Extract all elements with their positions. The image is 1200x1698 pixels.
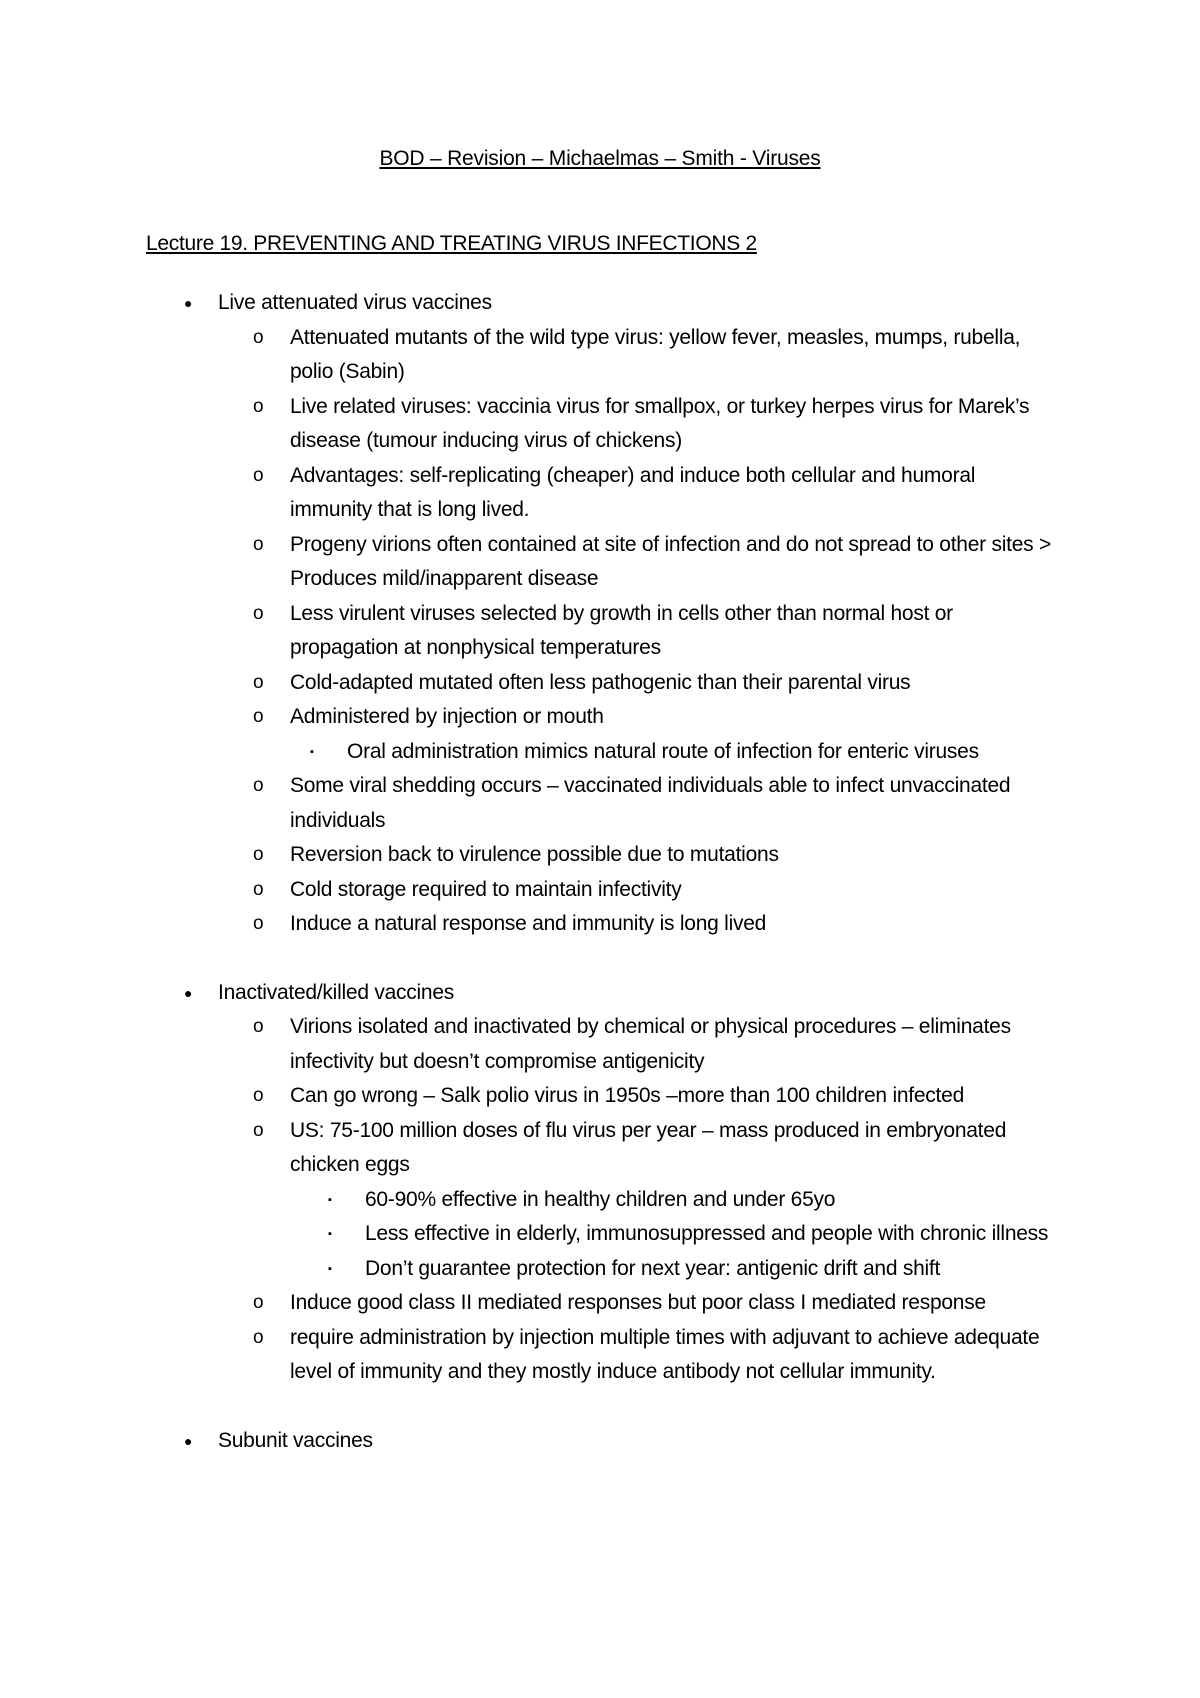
section-inactivated <box>0 976 1200 1390</box>
sub-marker: o <box>253 1326 264 1348</box>
sub-item <box>0 907 1060 942</box>
section-live-attenuated <box>0 286 1200 942</box>
sub-marker: o <box>253 913 264 934</box>
sub-item <box>0 1114 1060 1183</box>
sub-marker: o <box>253 326 264 348</box>
square-bullet-marker: ▪ <box>328 1262 332 1275</box>
sub-marker: o <box>253 1119 264 1141</box>
sub-text: Induce a natural response and immunity is long lived <box>290 912 767 935</box>
sub-item <box>0 1321 1060 1390</box>
sub-text: Advantages: self-replicating (cheaper) and induce both cellular and humoral immunity that is long lived. <box>290 463 976 521</box>
bullet-marker: ● <box>184 295 193 311</box>
bullet-item <box>0 1424 1058 1459</box>
sub-text: Less virulent viruses selected by growth in cells other than normal host or propagation at nonphysical temperatures <box>290 601 953 659</box>
sub-marker: o <box>253 602 264 624</box>
sub-marker: o <box>253 1292 264 1313</box>
subsub-item <box>0 735 1067 770</box>
subsub-item <box>0 1252 1065 1287</box>
sub-item <box>0 597 1060 666</box>
section-subunit <box>0 1424 1200 1459</box>
sub-text: Reversion back to virulence possible due to mutations <box>290 843 779 866</box>
subsub-item <box>0 1217 1065 1252</box>
sub-marker: o <box>253 671 264 693</box>
sub-text: Cold-adapted mutated often less pathogenic than their parental virus <box>290 670 911 694</box>
sub-marker: o <box>253 395 264 417</box>
sub-marker: o <box>253 878 264 900</box>
sub-item <box>0 769 1060 838</box>
sub-text: Virions isolated and inactivated by chemical or physical procedures – eliminates infectivity but doesn’t compromise antigenicity <box>290 1015 1011 1073</box>
notes-content <box>0 286 1200 1492</box>
subsub-text: 60-90% effective in healthy children and under 65yo <box>365 1187 836 1211</box>
bullet-item <box>0 286 1058 321</box>
document-title: BOD – Revision – Michaelmas – Smith - Viruses <box>379 147 821 170</box>
subsub-text: Oral administration mimics natural route of infection for enteric viruses <box>347 739 979 763</box>
sub-text: require administration by injection multiple times with adjuvant to achieve adequate level of immunity and they mostly induce antibody not cellular immunity. <box>290 1325 1040 1383</box>
sub-marker: o <box>253 706 264 727</box>
subsub-item <box>0 1183 1065 1218</box>
sub-item <box>0 666 1060 701</box>
subsub-text: Don’t guarantee protection for next year: antigenic drift and shift <box>365 1256 941 1280</box>
sub-text: US: 75-100 million doses of flu virus per year – mass produced in embryonated chicken eggs <box>290 1118 1007 1176</box>
bullet-text: Inactivated/killed vaccines <box>218 980 455 1004</box>
sub-marker: o <box>253 1085 264 1106</box>
sub-item <box>0 1010 1060 1079</box>
sub-item <box>0 459 1060 528</box>
sub-marker: o <box>253 1016 264 1037</box>
sub-item <box>0 528 1060 597</box>
lecture-heading: Lecture 19. PREVENTING AND TREATING VIRUS INFECTIONS 2 <box>146 232 757 255</box>
bullet-text: Live attenuated virus vaccines <box>218 291 492 314</box>
square-bullet-marker: ▪ <box>310 745 314 758</box>
sub-item <box>0 873 1060 908</box>
sub-text: Administered by injection or mouth <box>290 705 604 728</box>
sub-item <box>0 1286 1060 1321</box>
bullet-item <box>0 976 1058 1011</box>
bullet-marker: ● <box>184 984 193 1001</box>
square-bullet-marker: ▪ <box>328 1193 332 1206</box>
subsub-text: Less effective in elderly, immunosuppressed and people with chronic illness <box>365 1222 1049 1245</box>
sub-item <box>0 1079 1060 1114</box>
sub-marker: o <box>253 775 264 796</box>
sub-text: Some viral shedding occurs – vaccinated individuals able to infect unvaccinated individuals <box>290 774 1011 832</box>
sub-item <box>0 700 1060 735</box>
sub-item <box>0 838 1060 873</box>
sub-text: Live related viruses: vaccinia virus for smallpox, or turkey herpes virus for Marek’s disease (tumour inducing virus of chickens) <box>290 394 1030 452</box>
sub-text: Can go wrong – Salk polio virus in 1950s –more than 100 children infected <box>290 1084 965 1107</box>
sub-marker: o <box>253 464 264 486</box>
sub-text: Attenuated mutants of the wild type virus: yellow fever, measles, mumps, rubella, polio (Sabin) <box>290 325 1021 383</box>
sub-text: Progeny virions often contained at site of infection and do not spread to other sites > Produces mild/inapparent disease <box>290 532 1051 590</box>
sub-text: Cold storage required to maintain infectivity <box>290 877 682 901</box>
square-bullet-marker: ▪ <box>328 1228 332 1240</box>
sub-marker: o <box>253 844 264 865</box>
bullet-marker: ● <box>184 1432 193 1449</box>
sub-text: Induce good class II mediated responses but poor class I mediated response <box>290 1291 986 1314</box>
sub-marker: o <box>253 533 264 555</box>
bullet-text: Subunit vaccines <box>218 1428 373 1452</box>
sub-item <box>0 321 1060 390</box>
sub-item <box>0 390 1060 459</box>
